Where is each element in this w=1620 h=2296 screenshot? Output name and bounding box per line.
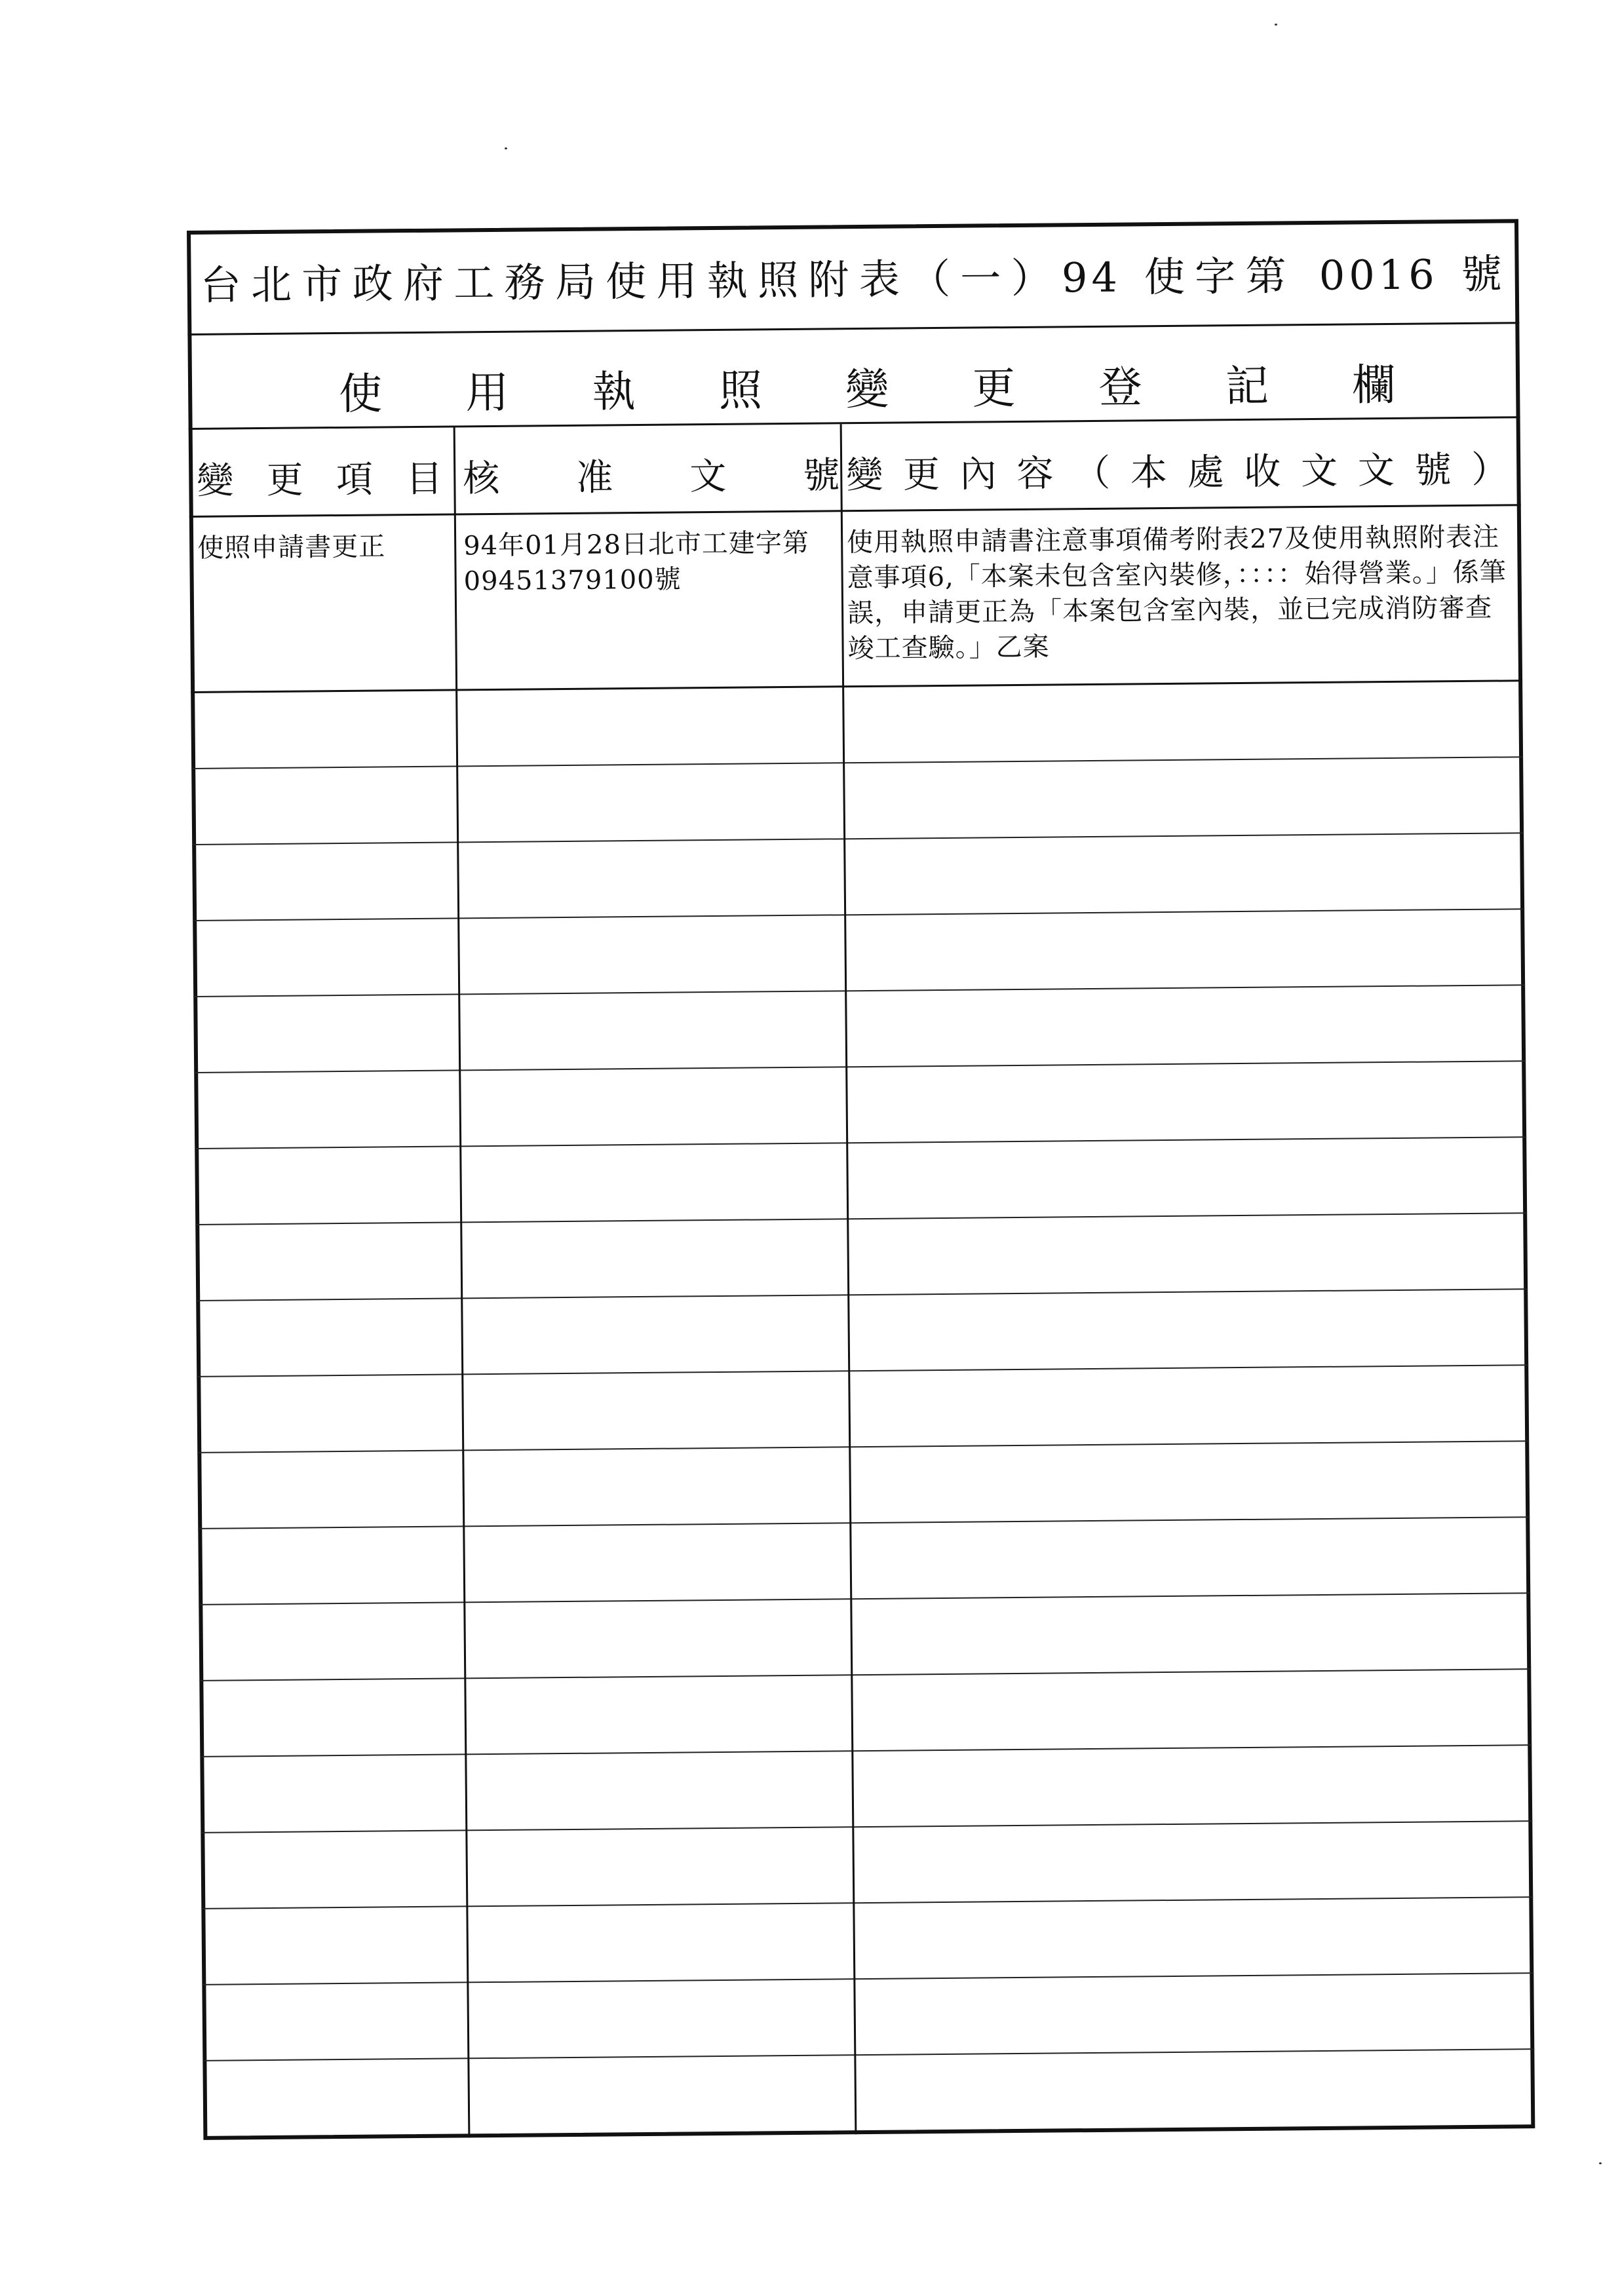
blank-table-row [193, 985, 1526, 1073]
subtitle-row [187, 324, 1520, 430]
blank-table-row [199, 1670, 1532, 1757]
change-content-cell: 使用執照申請書注意事項備考附表27及使用執照附表注意事項6,「本案未包含室內裝修，：：：：始得營業。」係筆誤，申請更正為「本案包含室內裝，並已完成消防審查竣工查驗。」乙案 [846, 522, 1507, 664]
title-row [187, 219, 1519, 335]
blank-table-row [199, 1594, 1531, 1681]
scan-speck [1275, 24, 1277, 26]
blank-table-row [197, 1366, 1529, 1453]
blank-table-row [194, 1062, 1526, 1149]
blank-table-row [195, 1138, 1527, 1225]
change-register-table [189, 418, 1535, 2140]
header-change-content: 變更內容（本處收文文號） [846, 448, 1509, 497]
license-appendix-sheet [187, 219, 1535, 2140]
blank-table-row [197, 1442, 1530, 1529]
table-header-row [189, 418, 1521, 518]
blank-table-row [201, 1898, 1533, 1985]
header-change-item: 變 更 項 目 [197, 457, 443, 503]
section-heading: 使 用 執 照 變 更 登 記 欄 [338, 359, 1396, 419]
header-approval-number: 核 准 文 號 [463, 454, 840, 501]
blank-table-row [195, 1214, 1528, 1301]
scan-speck [505, 147, 507, 149]
approval-number-cell: 94年01月28日北市工建字第09451379100號 [463, 527, 810, 597]
blank-table-row [198, 1518, 1530, 1605]
blank-table-row [201, 1822, 1533, 1909]
blank-table-row [192, 833, 1524, 921]
blank-table-row [196, 1290, 1528, 1377]
blank-table-row [202, 1974, 1534, 2061]
blank-table-row [191, 757, 1524, 845]
table-row [189, 506, 1522, 693]
blank-table-row [200, 1746, 1532, 1833]
document-title: 台北市政府工務局使用執照附表（一）94 使字第 0016 號 [200, 250, 1506, 309]
change-item-cell: 使照申請書更正 [197, 531, 386, 564]
scan-speck [1599, 2162, 1602, 2164]
blank-table-row [191, 681, 1523, 769]
blank-table-row [193, 909, 1525, 997]
blank-table-row [202, 2050, 1535, 2137]
